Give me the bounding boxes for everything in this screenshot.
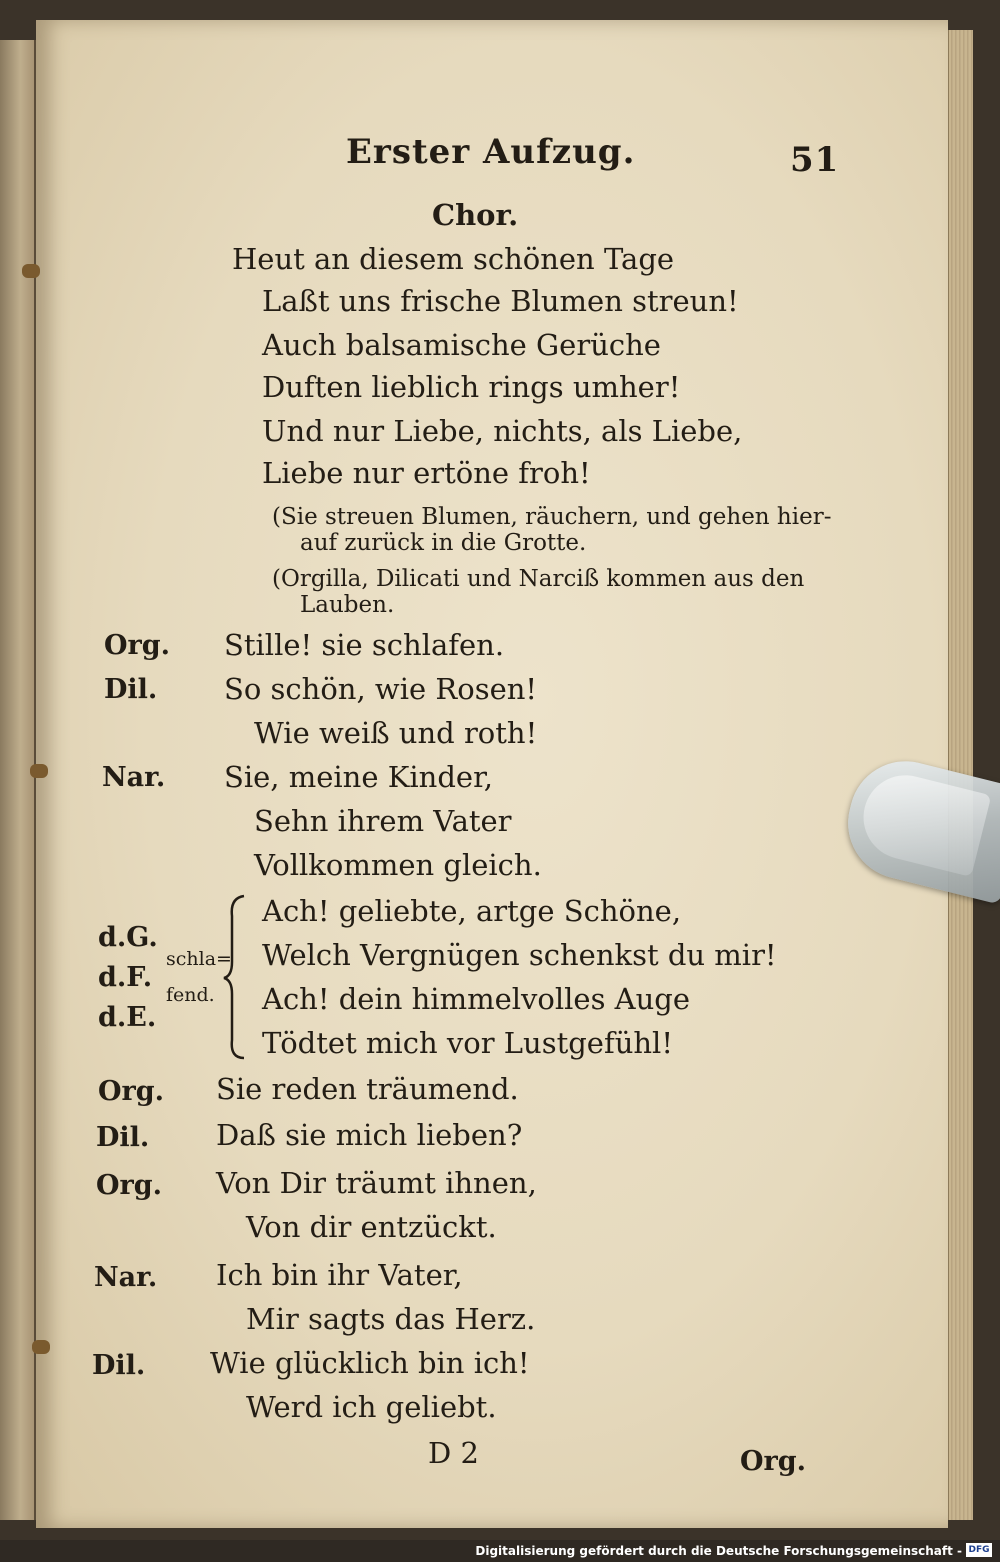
- dialogue-line: Von Dir träumt ihnen,: [216, 1166, 537, 1200]
- dialogue-line: Mir sagts das Herz.: [246, 1302, 536, 1336]
- stage-direction-line: Lauben.: [300, 592, 395, 618]
- chorus-heading: Chor.: [432, 198, 519, 232]
- curly-brace: [222, 892, 262, 1062]
- dialogue-line: Sehn ihrem Vater: [254, 804, 512, 838]
- signature-mark: D 2: [428, 1436, 479, 1470]
- sleeper-line: Ach! dein himmelvolles Auge: [262, 982, 691, 1016]
- binding-thread: [30, 764, 48, 778]
- dfg-logo: DFG: [966, 1543, 992, 1557]
- chorus-line: Liebe nur ertöne froh!: [262, 456, 591, 490]
- speaker-label: Nar.: [102, 762, 166, 793]
- chorus-line: Und nur Liebe, nichts, als Liebe,: [262, 414, 743, 448]
- speaker-label: Dil.: [96, 1122, 150, 1153]
- sleeping-note: fend.: [166, 984, 215, 1006]
- speaker-label: Org.: [104, 630, 171, 661]
- speaker-label: d.F.: [98, 962, 153, 993]
- sleeping-note: schla=: [166, 948, 232, 970]
- scan-credit-text: Digitalisierung gefördert durch die Deutsche Forschungsgemeinschaft -: [475, 1544, 962, 1558]
- facing-page-edge: [0, 40, 36, 1520]
- chorus-line: Duften lieblich rings umher!: [262, 370, 681, 404]
- dialogue-line: Wie weiß und roth!: [254, 716, 538, 750]
- sleeper-line: Ach! geliebte, artge Schöne,: [262, 894, 682, 928]
- dialogue-line: Werd ich geliebt.: [246, 1390, 497, 1424]
- speaker-label: Org.: [96, 1170, 163, 1201]
- binding-thread: [32, 1340, 50, 1354]
- dialogue-line: Sie, meine Kinder,: [224, 760, 493, 794]
- chorus-line: Laßt uns frische Blumen streun!: [262, 284, 739, 318]
- running-title: Erster Aufzug.: [346, 132, 636, 172]
- dialogue-line: Sie reden träumend.: [216, 1072, 519, 1106]
- dialogue-line: Daß sie mich lieben?: [216, 1118, 523, 1152]
- binding-thread: [22, 264, 40, 278]
- chorus-line: Auch balsamische Gerüche: [262, 328, 661, 362]
- catchword: Org.: [740, 1446, 807, 1477]
- speaker-label: Org.: [98, 1076, 165, 1107]
- speaker-label: Nar.: [94, 1262, 158, 1293]
- chorus-line: Heut an diesem schönen Tage: [232, 242, 675, 276]
- dialogue-line: Von dir entzückt.: [246, 1210, 497, 1244]
- stage-direction-line: (Sie streuen Blumen, räuchern, und gehen hier-: [272, 504, 832, 530]
- speaker-label: d.E.: [98, 1002, 157, 1033]
- dialogue-line: Ich bin ihr Vater,: [216, 1258, 463, 1292]
- page-number: 51: [790, 140, 840, 180]
- sleeper-line: Tödtet mich vor Lustgefühl!: [262, 1026, 673, 1060]
- stage-direction-line: (Orgilla, Dilicati und Narciß kommen aus den: [272, 566, 805, 592]
- speaker-label: d.G.: [98, 922, 158, 953]
- dialogue-line: So schön, wie Rosen!: [224, 672, 538, 706]
- dialogue-line: Vollkommen gleich.: [254, 848, 542, 882]
- sleeper-line: Welch Vergnügen schenkst du mir!: [262, 938, 777, 972]
- dialogue-line: Stille! sie schlafen.: [224, 628, 505, 662]
- speaker-label: Dil.: [92, 1350, 146, 1381]
- speaker-label: Dil.: [104, 674, 158, 705]
- stage-direction-line: auf zurück in die Grotte.: [300, 530, 587, 556]
- dialogue-line: Wie glücklich bin ich!: [210, 1346, 530, 1380]
